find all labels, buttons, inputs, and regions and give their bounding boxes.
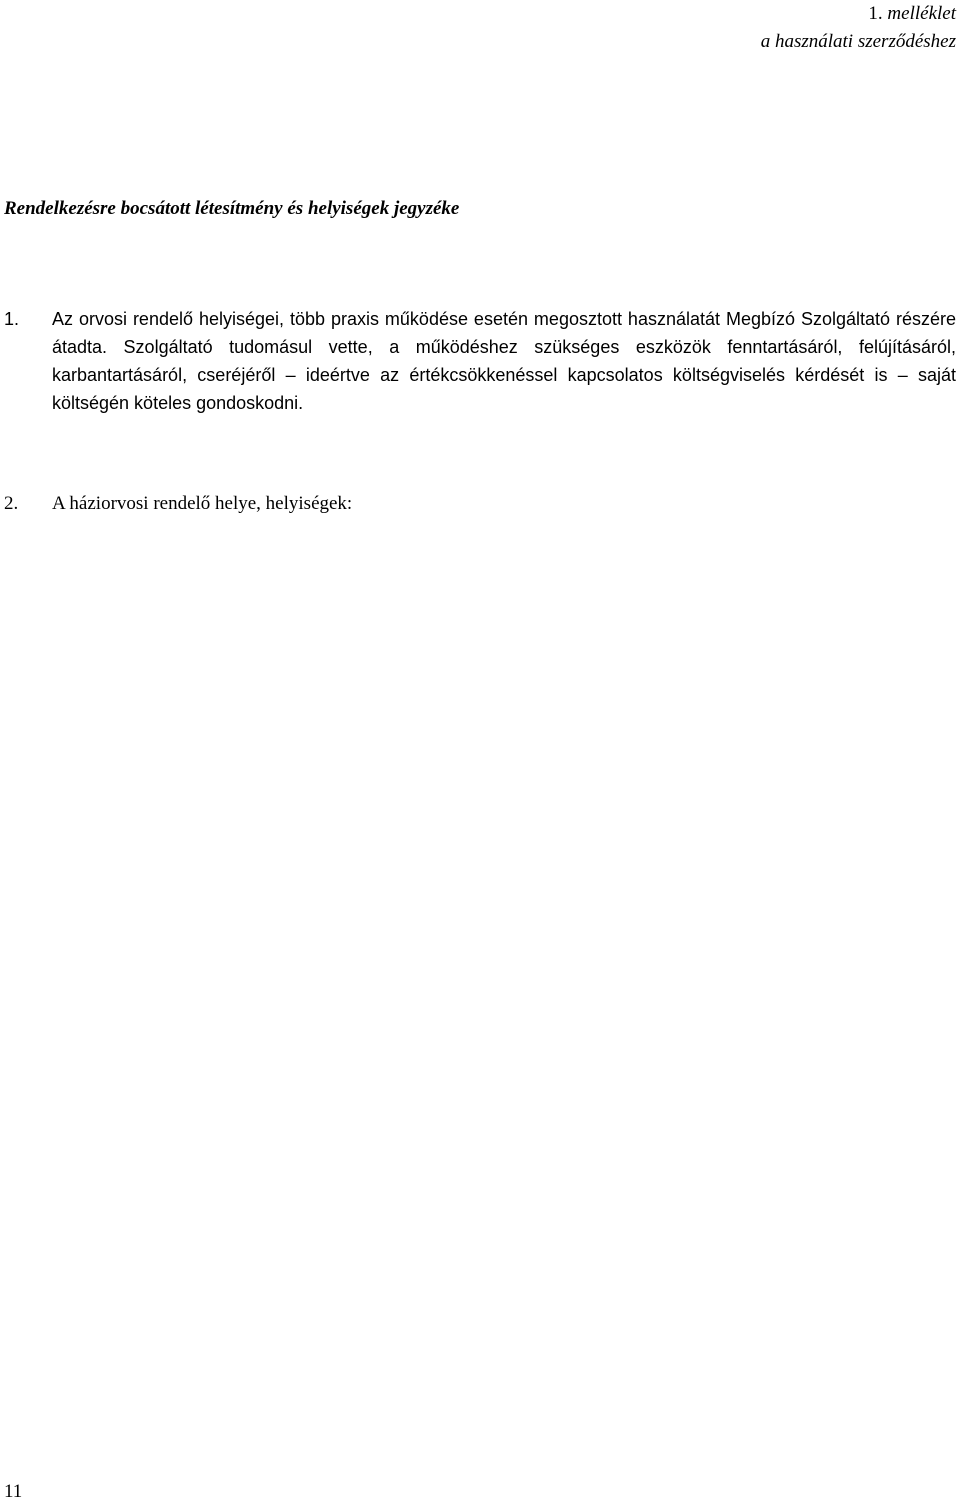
document-title: Rendelkezésre bocsátott létesítmény és helyiségek jegyzéke xyxy=(4,198,460,219)
annex-label: melléklet xyxy=(887,3,956,24)
section-2 xyxy=(4,490,352,518)
section-1-number: 1. xyxy=(4,309,20,329)
annex-heading-line xyxy=(761,0,956,28)
annex-number: 1. xyxy=(868,3,883,24)
page-number: 11 xyxy=(4,1481,23,1502)
annex-subtitle: a használati szerződéshez xyxy=(760,31,956,52)
section-1-text: Az orvosi rendelő helyiségei, több praxis működése esetén megosztott használatát Megbízó Szolgáltató részére átadta. Szolgáltató tudomásul vette, a működéshez szükséges eszközök fenntartásáról, felújításáról, karbantartásáról, cseréjéről – ideértve az értékcsökkenéssel kapcsolatos költségviselés kérdését is – saját költségén köteles gondoskodni. xyxy=(52,309,956,413)
section-1 xyxy=(4,305,956,417)
annex-header xyxy=(761,0,956,56)
section-2-text: A háziorvosi rendelő helye, helyiségek: xyxy=(52,493,353,514)
section-2-number: 2. xyxy=(4,493,19,514)
